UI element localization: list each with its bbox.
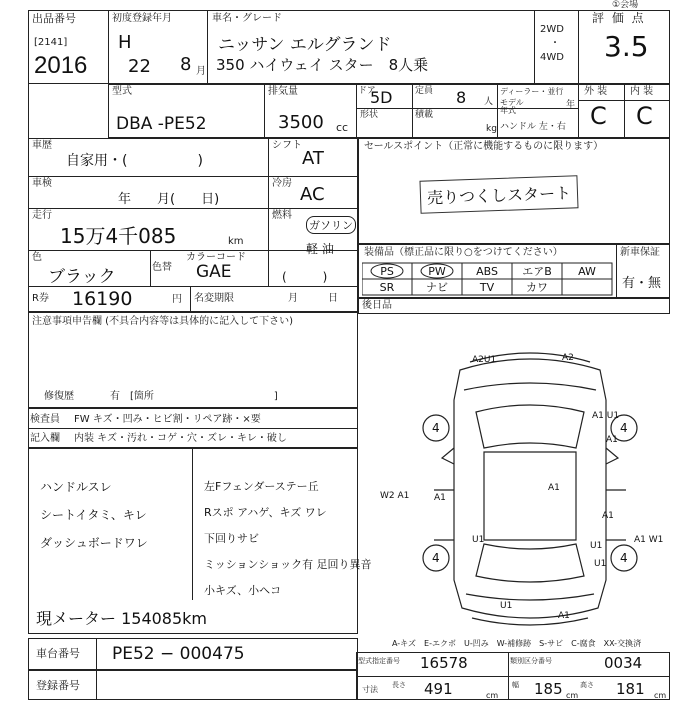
category-label: 車歴 xyxy=(32,140,52,151)
equipment-cell xyxy=(562,279,612,295)
remark-right-item: ミッションショック有 足回り異音 xyxy=(204,558,372,571)
damage-mark: U1 xyxy=(590,541,603,551)
displacement: 3500 xyxy=(278,112,324,133)
remark-left-item: ハンドルスレ xyxy=(40,480,112,494)
fuel-gasoline: ガソリン xyxy=(306,216,356,234)
damage-mark: A2U1 xyxy=(472,355,497,365)
checker-items: FW キズ・凹み・ヒビ割・リペア跡・×要 xyxy=(74,414,261,425)
capacity: 8 xyxy=(456,88,467,107)
drive-4wd: 4WD xyxy=(540,52,564,63)
door-label: ドア xyxy=(358,86,376,96)
damage-mark: A2 xyxy=(562,353,574,363)
warranty: 有・無 xyxy=(622,276,662,291)
ext-label: 外 装 xyxy=(584,86,608,97)
color-label: 色 xyxy=(32,252,42,263)
damage-mark: A1 xyxy=(548,483,560,493)
drive-2wd: 2WD xyxy=(540,24,564,35)
notes-label: 注意事項申告欄 (不具合内容等は具体的に記入して下さい) xyxy=(32,316,293,327)
model-year-label: モデル年式 xyxy=(500,98,524,115)
class-number-label: 類別区分番号 xyxy=(510,657,552,665)
drive-dot: ・ xyxy=(550,38,560,49)
load-label: 積載 xyxy=(415,110,434,120)
shift: AT xyxy=(302,148,324,169)
shape-label: 形状 xyxy=(360,110,379,120)
score-label: 評 価 点 xyxy=(592,11,646,25)
mileage-unit: km xyxy=(228,236,244,247)
ext-grade: C xyxy=(590,102,607,130)
repair: 有 [箇所 ] xyxy=(110,391,278,402)
chassis-number: PE52 − 000475 xyxy=(112,644,245,664)
color-code-label: カラーコード xyxy=(186,252,246,263)
equipment-item: SR xyxy=(379,281,395,294)
reg-month: 8 xyxy=(180,54,192,75)
damage-mark: U1 xyxy=(500,601,513,611)
mileage: 15万4千085 xyxy=(60,224,177,248)
color-code: GAE xyxy=(196,262,232,282)
equipment-item: ABS xyxy=(476,265,498,278)
fuel-other: ( ) xyxy=(282,270,328,284)
length-label: 長さ xyxy=(392,681,406,689)
chassis-label: 車台番号 xyxy=(36,647,80,660)
era: H xyxy=(118,32,132,53)
height-label: 高さ xyxy=(580,681,594,689)
aircon-label: 冷房 xyxy=(272,178,292,189)
damage-mark: A1 xyxy=(606,435,618,445)
equipment-item: ナビ xyxy=(426,281,448,294)
equipment-item: PW xyxy=(428,265,446,278)
reg-label: 登録番号 xyxy=(36,679,80,692)
fuel-label: 燃料 xyxy=(272,210,292,221)
sales-point-label: セールスポイント（正常に機能するものに限ります） xyxy=(364,141,604,152)
equipment-label: 装備品（標正品に限り○をつけてください） xyxy=(364,247,563,258)
recycle-label: R券 xyxy=(32,293,49,304)
fuel-diesel: 軽 油 xyxy=(306,242,334,256)
mileage-label: 走行 xyxy=(32,210,52,221)
height-unit: cm xyxy=(654,691,667,700)
form-number-label: 型式指定番号 xyxy=(358,657,400,665)
category: 自家用・( ) xyxy=(66,153,203,169)
cap-label: 定員 xyxy=(415,86,434,96)
equipment-item: TV xyxy=(479,281,495,294)
equipment-item: PS xyxy=(380,265,394,278)
year-unit: 年 xyxy=(566,100,576,110)
int-grade: C xyxy=(636,102,653,130)
equipment-item: エアB xyxy=(522,265,552,278)
repair-label: 修復歴 xyxy=(44,391,74,402)
name-change: 月 日 xyxy=(288,293,338,304)
remark-right-item: 左Fフェンダーステー丘 xyxy=(204,480,319,493)
damage-mark: A1 W1 xyxy=(634,535,664,545)
width-label: 幅 xyxy=(512,681,519,689)
class-number: 0034 xyxy=(604,654,643,672)
reg-month-unit: 月 xyxy=(196,66,206,77)
doors: 5D xyxy=(370,88,393,107)
damage-mark: A1 xyxy=(558,611,570,621)
lot-sub: [2141] xyxy=(34,37,68,48)
entry-items: 内装 キズ・汚れ・コゲ・穴・ズレ・キレ・破し xyxy=(74,433,287,444)
aircon: AC xyxy=(300,184,325,205)
lot-number: 2016 xyxy=(34,52,88,79)
damage-mark: W2 A1 xyxy=(380,491,410,501)
recycle-fee: 16190 xyxy=(72,288,133,310)
equipment-grid xyxy=(362,262,614,296)
damage-mark: A1 xyxy=(602,511,614,521)
remark-right-item: Rスポ アハゲ、キズ ワレ xyxy=(204,506,327,519)
remark-left-item: シートイタミ、キレ xyxy=(40,508,147,522)
int-label: 内 装 xyxy=(630,86,654,97)
stamp-hall: ①会場 xyxy=(612,0,639,10)
post-reg-box xyxy=(358,298,670,314)
length: 491 xyxy=(424,680,453,698)
damage-diagram xyxy=(380,340,680,630)
sales-stamp: 売りつくしスタート xyxy=(419,175,578,213)
wheel-rl-label: 4 xyxy=(432,551,440,565)
wheel-rr-label: 4 xyxy=(620,551,628,565)
odometer-note: 現メーター 154085km xyxy=(36,609,208,628)
form-number: 16578 xyxy=(420,654,468,672)
damage-mark: A1 U1 xyxy=(592,411,620,421)
damage-mark: U1 xyxy=(472,535,485,545)
disp-unit: cc xyxy=(336,121,349,134)
damage-mark: A1 xyxy=(434,493,446,503)
post-reg-label: 後日品 xyxy=(362,300,392,311)
dealer-label: ディーラー・並行 xyxy=(500,87,564,96)
color-change-label: 色替 xyxy=(152,262,172,273)
car-grade: 350 ハイウェイ スター 8人乗 xyxy=(216,56,429,74)
color: ブラック xyxy=(48,267,116,287)
remark-right-item: 小キズ、小ヘコ xyxy=(204,584,282,597)
damage-mark: U1 xyxy=(594,559,607,569)
car-name: ニッサン エルグランド xyxy=(218,35,392,55)
score: 3.5 xyxy=(604,30,649,63)
entry-label: 記入欄 xyxy=(30,433,60,444)
model-label: 型式 xyxy=(112,86,132,97)
new-car-warranty-label: 新車保証 xyxy=(620,247,660,258)
handle-label: ハンドル 左・右 xyxy=(500,122,566,132)
equipment-item: カワ xyxy=(526,281,548,294)
inspection-label: 車検 xyxy=(32,178,52,189)
lot-label: 出品番号 xyxy=(32,12,76,25)
name-change-label: 名変期限 xyxy=(194,293,234,304)
height: 181 xyxy=(616,680,645,698)
wheel-fl-label: 4 xyxy=(432,421,440,435)
equipment-item: AW xyxy=(578,265,596,278)
dim-label: 寸法 xyxy=(362,685,378,694)
remark-right-item: 下回りサビ xyxy=(204,532,259,545)
reg-year: 22 xyxy=(128,56,151,77)
width: 185 xyxy=(534,680,563,698)
checker-label: 検査員 xyxy=(30,414,60,425)
wheel-fr-label: 4 xyxy=(620,421,628,435)
name-label: 車名・グレード xyxy=(212,13,282,24)
recycle-unit: 円 xyxy=(172,294,182,305)
remark-left-item: ダッシュボードワレ xyxy=(40,536,148,550)
first-reg-label: 初度登録年月 xyxy=(112,13,172,24)
disp-label: 排気量 xyxy=(268,86,298,97)
shift-label: シフト xyxy=(272,140,302,151)
model-code: DBA -PE52 xyxy=(116,114,207,134)
inspection: 年 月( 日) xyxy=(118,192,220,207)
width-unit: cm xyxy=(566,691,579,700)
damage-legend: A-キズ E-エクボ U-凹み W-補修跡 S-サビ C-腐食 XX-交換済 xyxy=(392,639,642,648)
length-unit: cm xyxy=(486,691,499,700)
cap-unit: 人 xyxy=(484,97,494,107)
load-unit: kg xyxy=(486,124,497,134)
